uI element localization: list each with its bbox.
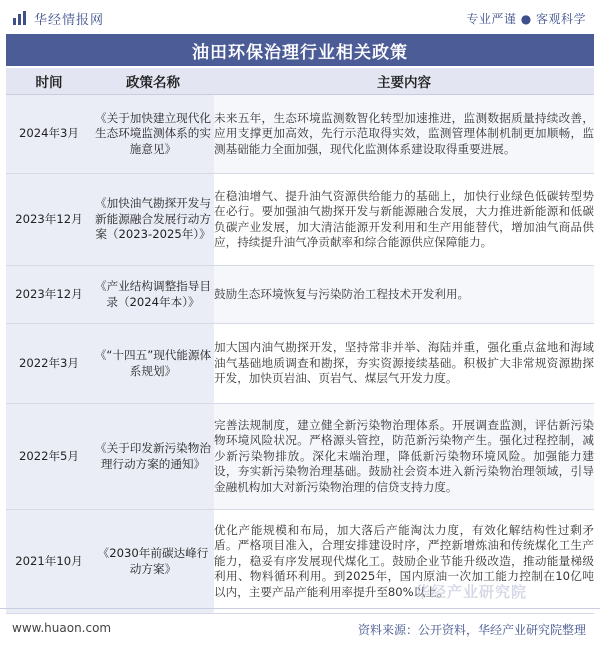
column-header-time: 时间 [6, 68, 92, 95]
row-time: 2024年3月 [6, 95, 92, 174]
logo-text: 华经情报网 [34, 12, 105, 28]
row-time: 2023年12月 [6, 174, 92, 266]
row-content: 完善法规制度，建立健全新污染物治理体系。开展调查监测，评估新污染物环境风险状况。严格源头管控，防范新污染物产生。强化过程控制，减少新污染物排放。深化末端治理，降低新污染物环境风险。加强能力建设，夯实新污染物治理基础。鼓励社会资本进入新污染物治理领域，引导金融机构加大对新污染物治理的信贷支持力度。 [214, 404, 594, 510]
table-header-row [6, 68, 594, 95]
row-policy-name: 《“十四五”现代能源体系规划》 [92, 324, 214, 404]
column-header-name: 政策名称 [92, 68, 214, 95]
row-time: 2021年10月 [6, 510, 92, 614]
row-content: 在稳油增气、提升油气资源供给能力的基础上，加快行业绿色低碳转型势在必行。要加强油气勘探开发与新能源融合发展，大力推进新能源和低碳负碳产业发展，加大清洁能源开发利用和生产用能替代，增加油气商品供应，持续提升油气净贡献率和综合能源供应保障能力。 [214, 174, 594, 266]
row-policy-name: 《加快油气勘探开发与新能源融合发展行动方案（2023-2025年）》 [92, 174, 214, 266]
watermark: 华经产业研究院 [415, 583, 528, 601]
table-row [6, 174, 594, 266]
tagline: 专业严谨 ● 客观科学 [466, 12, 586, 26]
brand-logo [12, 9, 104, 27]
footer [0, 608, 600, 647]
row-policy-name: 《关于印发新污染物治理行动方案的通知》 [92, 404, 214, 510]
policy-table [6, 68, 594, 614]
logo-icon [12, 10, 28, 26]
row-content: 优化产能规模和布局，加大落后产能淘汰力度，有效化解结构性过剩矛盾。严格项目准入，合理安排建设时序，严控新增炼油和传统煤化工生产能力，稳妥有序发展现代煤化工。鼓励企业节能升级改造，推动能量梯级利用、物料循环利用。到2025年，国内原油一次加工能力控制在10亿吨以内，主要产品产能利用率提升至80%以上。 [214, 510, 594, 614]
table-row [6, 404, 594, 510]
footer-site-link[interactable]: www.huaon.com [12, 621, 112, 635]
column-header-content: 主要内容 [214, 68, 594, 95]
row-time: 2022年5月 [6, 404, 92, 510]
row-policy-name: 《2030年前碳达峰行动方案》 [92, 510, 214, 614]
row-content: 加大国内油气勘探开发，坚持常非并举、海陆并重，强化重点盆地和海域油气基础地质调查和勘探，夯实资源接续基础。积极扩大非常规资源勘探开发，加快页岩油、页岩气、煤层气开发力度。 [214, 324, 594, 404]
top-bar [0, 0, 600, 34]
row-time: 2022年3月 [6, 324, 92, 404]
row-content: 鼓励生态环境恢复与污染防治工程技术开发利用。 [214, 266, 594, 324]
table-row [6, 266, 594, 324]
footer-source: 资料来源：公开资料，华经产业研究院整理 [357, 623, 586, 637]
row-policy-name: 《产业结构调整指导目录（2024年本）》 [92, 266, 214, 324]
table-row [6, 324, 594, 404]
page-title: 油田环保治理行业相关政策 [6, 34, 594, 66]
row-time: 2023年12月 [6, 266, 92, 324]
row-policy-name: 《关于加快建立现代化生态环境监测体系的实施意见》 [92, 95, 214, 174]
table-row [6, 95, 594, 174]
row-content: 未来五年，生态环境监测数智化转型加速推进，监测数据质量持续改善，应用支撑更加高效，先行示范取得实效，监测管理体制机制更加顺畅，监测基础能力全面加强，现代化监测体系建设取得重要进展。 [214, 95, 594, 174]
